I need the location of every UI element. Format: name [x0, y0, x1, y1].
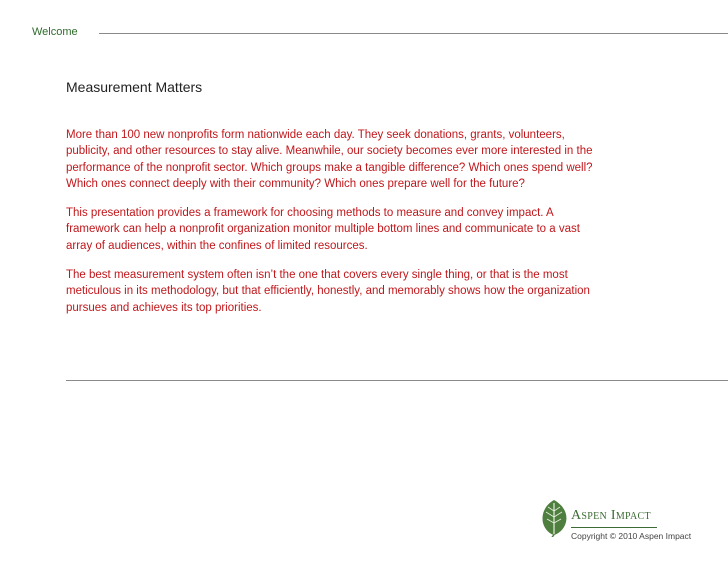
body-text	[66, 127, 596, 329]
brand-name: Aspen Impact	[571, 508, 651, 523]
leaf-icon	[538, 497, 570, 537]
slide-title: Measurement Matters	[66, 79, 203, 95]
brand-underline	[571, 527, 657, 528]
footer-divider	[66, 380, 728, 381]
copyright-text: Copyright © 2010 Aspen Impact	[571, 531, 692, 541]
section-label: Welcome	[32, 26, 78, 38]
paragraph-best-system: The best measurement system often isn’t the one that covers every single thing, or that is the most meticulous in its methodology, but that efficiently, honestly, and memorably shows how the organization pursues and achieves its top priorities.	[66, 269, 590, 314]
paragraph-intro: More than 100 new nonprofits form nationwide each day. They seek donations, grants, volunteers, publicity, and other resources to stay alive. Meanwhile, our society becomes ever more interested in the performance of the nonprofit sector. Which groups make a tangible difference? Which ones spend well? Which ones connect deeply with their community? Which ones prepare well for the future?	[66, 129, 593, 190]
aspen-impact-logo	[538, 497, 718, 545]
header-divider	[99, 33, 728, 34]
paragraph-framework: This presentation provides a framework for choosing methods to measure and convey impact. A framework can help a nonprofit organization monitor multiple bottom lines and communicate to a vast array of audiences, within the confines of limited resources.	[66, 207, 580, 252]
